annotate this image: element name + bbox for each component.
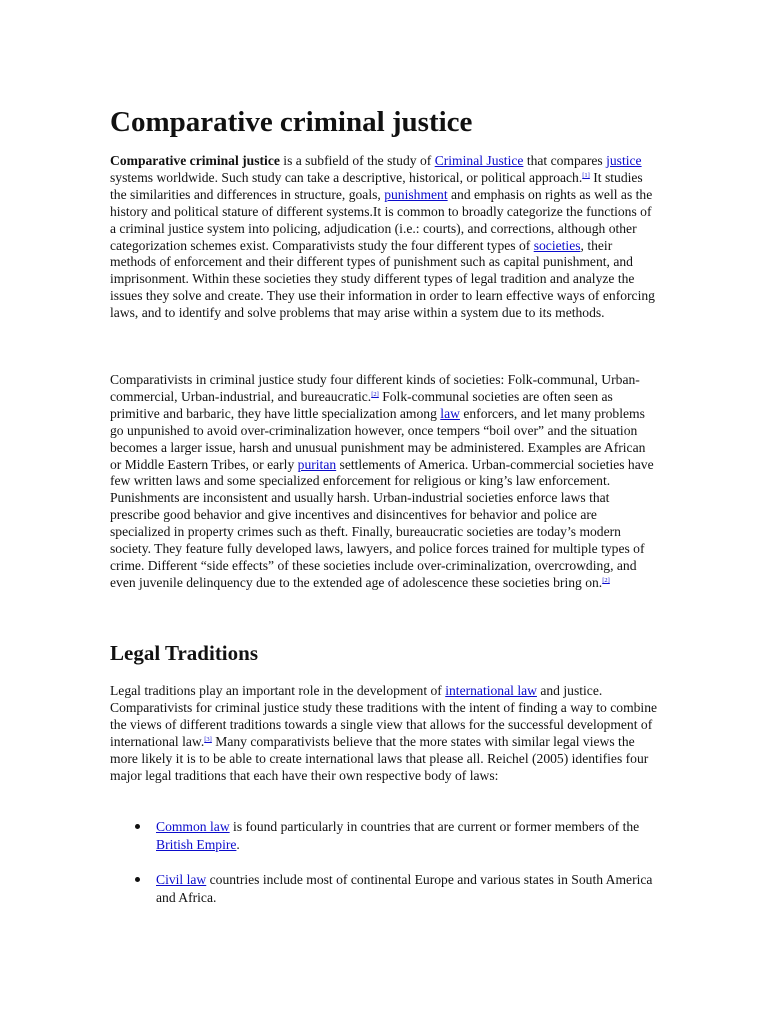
lead-term: Comparative criminal justice	[110, 153, 280, 168]
text-run: is found particularly in countries that are current or former members of the	[229, 819, 640, 834]
link-british-empire[interactable]: British Empire	[156, 836, 237, 852]
text-run: , their methods of enforcement and their different types of punishment such as capital punishment, and imprisonment. Within these societies they study different types of legal tradition and analyze the issues they solve and create. They use their information in order to learn effective ways of enforcing laws, and to identify and solve problems that may arise within a system due to its methods.	[110, 237, 655, 321]
citation-ref[interactable]: [1]	[582, 171, 590, 179]
text-run: is a subfield of the study of	[279, 153, 435, 168]
link-societies[interactable]: societies	[533, 237, 581, 253]
citation-ref[interactable]: [3]	[204, 735, 212, 743]
text-run: systems worldwide. Such study can take a descriptive, historical, or political approach.	[110, 169, 583, 185]
text-run: enforcers, and let many problems go unpunished to avoid over-criminalization however, once tempers “boil over” and the situation becomes a larger issue, harsh and unusual punishment may be administered. Examples are African or Middle Eastern Tribes, or early	[110, 405, 646, 472]
list-item	[156, 871, 656, 906]
societies-paragraph	[110, 372, 660, 592]
link-criminal-justice[interactable]: Criminal Justice	[434, 153, 524, 168]
section-heading-legal-traditions: Legal Traditions	[110, 641, 258, 665]
text-run: that compares	[523, 153, 607, 168]
page-title: Comparative criminal justice	[110, 106, 473, 138]
text-run: and emphasis on rights as well as the history and political stature of different systems.It is common to broadly categorize the functions of a criminal justice system into policing, adjudication (i.e.: courts), and corrections, although other categorization schemes exist. Comparativists study the four different types of	[110, 186, 653, 253]
link-justice[interactable]: justice	[606, 153, 642, 168]
link-punishment[interactable]: punishment	[384, 186, 448, 202]
text-run: and justice. Comparativists for criminal justice study these traditions with the intent of finding a way to combine the views of different traditions towards a single view that allows for the successful development of international law.	[110, 683, 658, 749]
link-civil-law[interactable]: Civil law	[156, 872, 207, 887]
link-law[interactable]: law	[440, 405, 460, 421]
citation-ref[interactable]: [2]	[371, 390, 379, 398]
legal-traditions-paragraph	[110, 683, 660, 784]
text-run: Many comparativists believe that the more states with similar legal views the more likely it is to be able to create international laws that please all. Reichel (2005) identifies four major legal traditions that each have their own respective body of laws:	[110, 733, 649, 783]
bullet-dot-icon	[135, 824, 140, 829]
text-run: Legal traditions play an important role in the development of	[110, 683, 446, 698]
text-run: Folk-communal societies are often seen as primitive and barbaric, they have little specialization among	[110, 388, 613, 421]
link-common-law[interactable]: Common law	[156, 819, 230, 834]
text-run: It studies the similarities and differences in structure, goals,	[110, 169, 643, 202]
link-international-law[interactable]: international law	[445, 683, 537, 698]
list-item	[156, 818, 656, 853]
text-run: Comparativists in criminal justice study four different kinds of societies: Folk-communal, Urban-commercial, Urban-industrial, and bureaucratic.	[110, 372, 640, 404]
link-puritan[interactable]: puritan	[297, 456, 337, 472]
citation-ref[interactable]: [2]	[602, 576, 610, 584]
text-run: settlements of America. Urban-commercial societies have few written laws and some specialized enforcement for religious or king’s law enforcement. Punishments are inconsistent and usually harsh. Urban-industrial societies enforce laws that prescribe good behavior and give incentives and disincentives for behavior and police are specialized in property crimes such as theft. Finally, bureaucratic societies are today’s modern society. They feature fully developed laws, lawyers, and police forces trained for multiple types of crime. Different “side effects” of these societies include over-criminalization, overcrowding, and even juvenile delinquency due to the extended age of adolescence these societies bring on.	[110, 456, 654, 590]
bullet-dot-icon	[135, 877, 140, 882]
text-run: .	[236, 836, 240, 852]
text-run: countries include most of continental Europe and various states in South America and Africa.	[156, 872, 653, 905]
intro-paragraph	[110, 153, 660, 322]
